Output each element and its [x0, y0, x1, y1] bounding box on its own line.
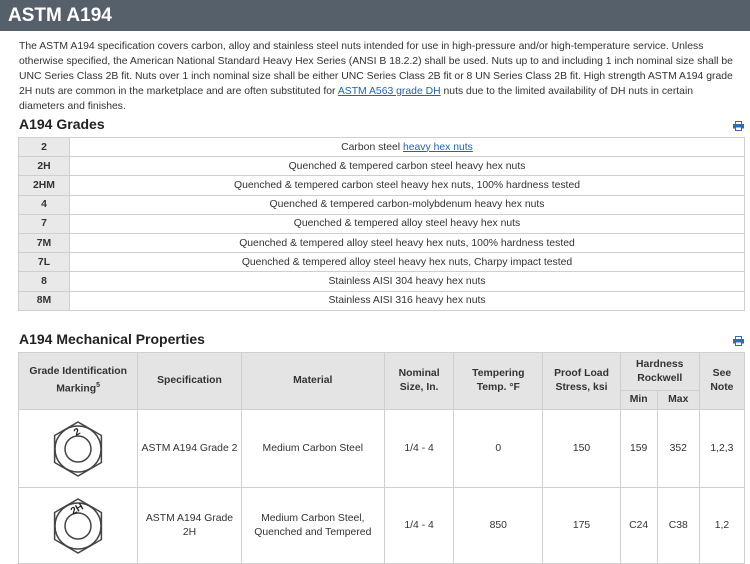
grade-description: Stainless AISI 304 heavy hex nuts [70, 272, 745, 291]
grade-row [19, 195, 745, 214]
tempering-temp-cell: 0 [454, 410, 543, 488]
specification-cell: ASTM A194 Grade 2 [138, 410, 241, 488]
mechanical-row [19, 410, 745, 488]
printer-icon[interactable] [733, 121, 744, 131]
grades-table [18, 137, 745, 311]
grades-section-title: A194 Grades [19, 116, 105, 132]
proof-load-cell: 150 [543, 410, 620, 488]
grade-code: 7M [19, 233, 70, 252]
page-title: ASTM A194 [8, 5, 112, 26]
header-hardness: Hardness Rockwell [620, 353, 699, 391]
grade-description: Stainless AISI 316 heavy hex nuts [70, 291, 745, 310]
grade-description: Quenched & tempered alloy steel heavy hex nuts, 100% hardness tested [70, 233, 745, 252]
hardness-min-cell: 159 [620, 410, 657, 488]
intro-paragraph [19, 39, 739, 114]
page-title-bar [0, 0, 750, 31]
mechanical-row [19, 488, 745, 564]
see-note-cell: 1,2 [699, 488, 744, 564]
grade-code: 8M [19, 291, 70, 310]
header-hardness-max: Max [657, 391, 699, 410]
header-nominal-size: Nominal Size, In. [385, 353, 454, 410]
grade-description: Quenched & tempered carbon steel heavy hex nuts [70, 157, 745, 176]
grade-description: Quenched & tempered carbon-molybdenum heavy hex nuts [70, 195, 745, 214]
grade-row [19, 233, 745, 252]
grade-code: 2 [19, 138, 70, 157]
grade-row [19, 291, 745, 310]
header-tempering-temp: Tempering Temp. °F [454, 353, 543, 410]
mechanical-section-title: A194 Mechanical Properties [19, 331, 205, 347]
header-material: Material [241, 353, 384, 410]
hex-nut-marking-icon [47, 418, 109, 480]
heavy-hex-nuts-link[interactable]: heavy hex nuts [402, 141, 473, 153]
material-cell: Medium Carbon Steel [241, 410, 384, 488]
grade-row [19, 138, 745, 157]
svg-text:2: 2 [72, 425, 83, 439]
grade-description: Carbon steel heavy hex nuts [70, 138, 745, 157]
grade-marking-cell [19, 488, 138, 564]
tempering-temp-cell: 850 [454, 488, 543, 564]
header-marking: Grade Identification Marking$^5$ [19, 353, 138, 410]
grade-code: 8 [19, 272, 70, 291]
grade-marking-cell [19, 410, 138, 488]
hardness-max-cell: 352 [657, 410, 699, 488]
mechanical-properties-table [18, 352, 745, 564]
grade-code: 2HM [19, 176, 70, 195]
grade-code: 4 [19, 195, 70, 214]
header-specification: Specification [138, 353, 241, 410]
header-proof-load: Proof Load Stress, ksi [543, 353, 620, 410]
intro-text-after: nuts due to the limited availability of DH nuts in certain diameters and finishes. [19, 86, 694, 112]
nominal-size-cell: 1/4 - 4 [385, 410, 454, 488]
grade-row [19, 176, 745, 195]
nominal-size-cell: 1/4 - 4 [385, 488, 454, 564]
grade-code: 7L [19, 253, 70, 272]
grade-description: Quenched & tempered alloy steel heavy hex nuts [70, 214, 745, 233]
proof-load-cell: 175 [543, 488, 620, 564]
grade-code: 2H [19, 157, 70, 176]
material-cell: Medium Carbon Steel, Quenched and Tempered [241, 488, 384, 564]
intro-text-before: The ASTM A194 specification covers carbon, alloy and stainless steel nuts intended for use in high-pressure and/or high-temperature service. Unless otherwise specified, the American National Standard Heavy Hex Series (ANSI B 18.2.2) shall be used. Nuts up to and including 1 inch nominal size shall be UNC Series Class 2B fit. Nuts over 1 inch nominal size shall be either UNC Series Class 2B fit or 8 UN Series Class 2B fit. High strength ASTM A194 grade 2H nuts are common in the marketplace and are often substituted for [19, 41, 733, 97]
grade-code: 7 [19, 214, 70, 233]
astm-a563-link[interactable]: ASTM A563 grade DH [337, 86, 441, 97]
header-see-note: See Note [699, 353, 744, 410]
printer-icon[interactable] [733, 336, 744, 346]
grade-row [19, 253, 745, 272]
hex-nut-marking-icon [47, 495, 109, 557]
svg-text:2H: 2H [69, 500, 86, 517]
grade-row [19, 214, 745, 233]
grade-description: Quenched & tempered carbon steel heavy hex nuts, 100% hardness tested [70, 176, 745, 195]
hardness-max-cell: C38 [657, 488, 699, 564]
specification-cell: ASTM A194 Grade 2H [138, 488, 241, 564]
grade-description: Quenched & tempered alloy steel heavy hex nuts, Charpy impact tested [70, 253, 745, 272]
header-hardness-min: Min [620, 391, 657, 410]
grade-row [19, 272, 745, 291]
grade-row [19, 157, 745, 176]
hardness-min-cell: C24 [620, 488, 657, 564]
see-note-cell: 1,2,3 [699, 410, 744, 488]
